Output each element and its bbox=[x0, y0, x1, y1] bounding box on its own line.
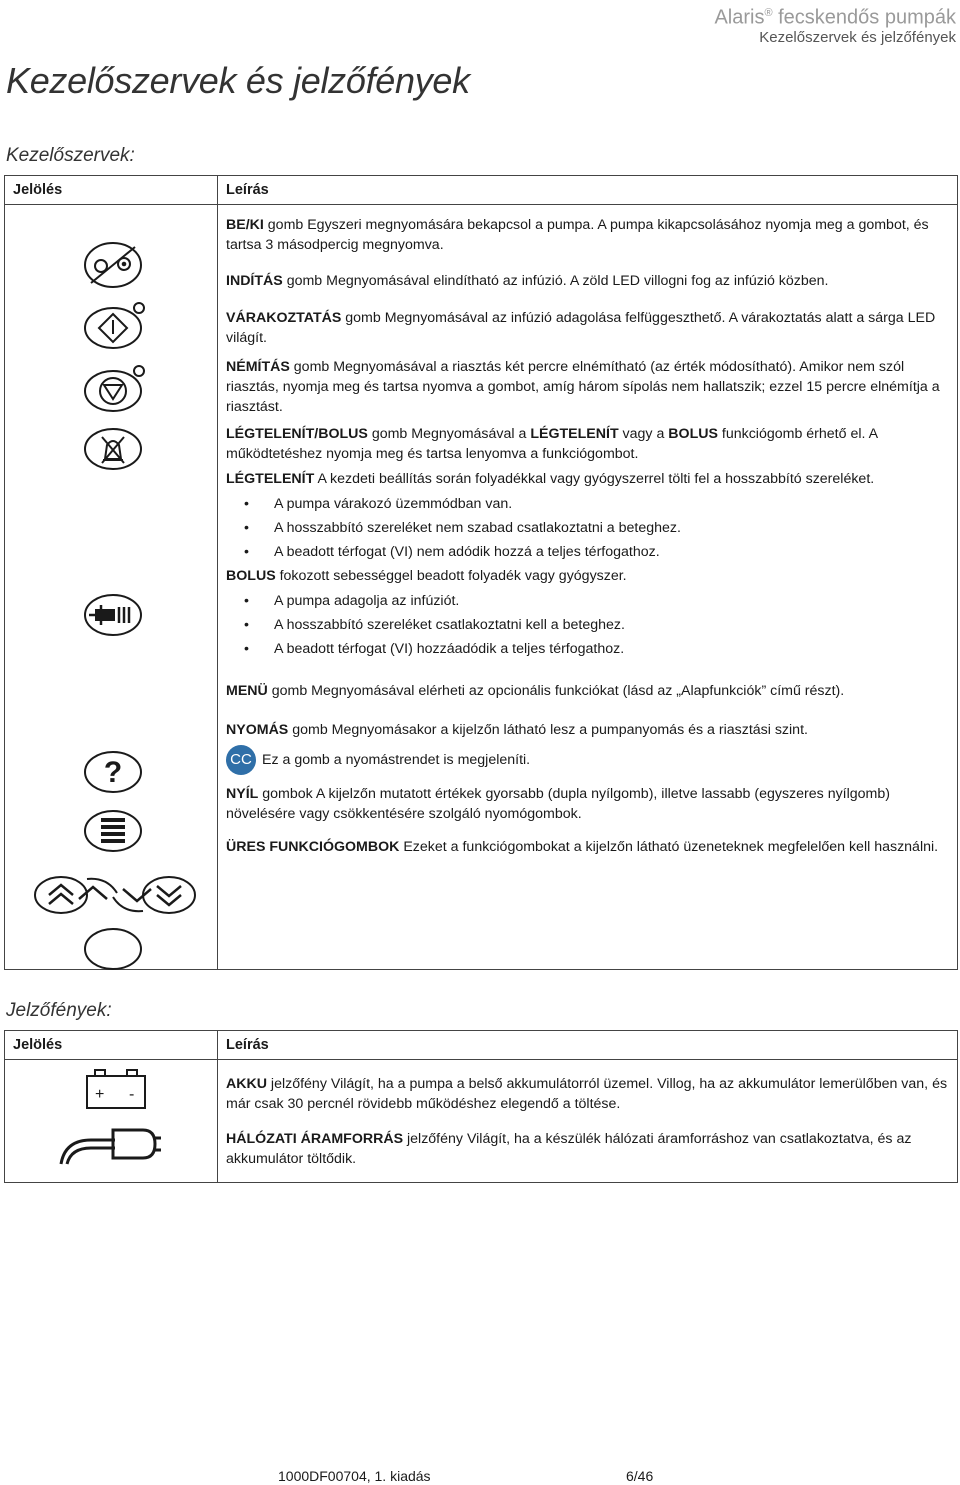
down-arrow-icon bbox=[113, 889, 151, 911]
prime-bullet: • A hosszabbító szereléket nem szabad csatlakoztatni a beteghez. bbox=[226, 518, 949, 538]
indicators-descriptions bbox=[218, 1060, 958, 1183]
battery-icon bbox=[81, 1066, 151, 1112]
prime-desc: LÉGTELENÍT A kezdeti beállítás során folyadékkal vagy gyógyszerrel tölti fel a hosszabbító szereléket. bbox=[226, 471, 875, 487]
battery-desc: AKKU jelzőfény Világít, ha a pumpa a belső akkumulátorról üzemel. Villog, ha az akkumulátor lemerülőben van, és már csak 30 percnél rövidebb működéshez elegendő a töltése. bbox=[226, 1076, 948, 1112]
mute-icon bbox=[83, 425, 143, 473]
primebolus-desc: LÉGTELENÍT/BOLUS gomb Megnyomásával a LÉGTELENÍT vagy a BOLUS funkciógomb érhető el. A működtetéshez nyomja meg és tartsa lenyomva a funkciógombot. bbox=[226, 426, 878, 462]
mains-desc: HÁLÓZATI ÁRAMFORRÁS jelzőfény Világít, ha a készülék hálózati áramforráshoz van csatlakoztatva, és az akkumulátor töltődik. bbox=[226, 1131, 912, 1167]
bolus-bullet: • A pumpa adagolja az infúziót. bbox=[226, 591, 949, 611]
indicators-section-title: Jelzőfények: bbox=[6, 1000, 112, 1021]
power-onoff-icon bbox=[83, 239, 143, 291]
hold-icon bbox=[83, 363, 149, 413]
controls-icon-column bbox=[5, 205, 218, 970]
header-subtitle: Kezelőszervek és jelzőfények bbox=[759, 28, 956, 46]
header-brand: Alaris® fecskendős pumpák bbox=[714, 6, 956, 29]
blank-desc: ÜRES FUNKCIÓGOMBOK Ezeket a funkciógombokat a kijelzőn látható üzeneteknek megfelelően kell használni. bbox=[226, 839, 939, 855]
battery-plus: + bbox=[95, 1086, 105, 1103]
start-icon bbox=[83, 300, 149, 350]
bolus-desc: BOLUS fokozott sebességgel beadott folyadék vagy gyógyszer. bbox=[226, 568, 627, 584]
prime-bullet: • A pumpa várakozó üzemmódban van. bbox=[226, 494, 949, 514]
controls-col-desc: Leírás bbox=[218, 176, 958, 205]
controls-section-title: Kezelőszervek: bbox=[6, 145, 135, 166]
cc-icon: CC bbox=[226, 745, 256, 775]
indicators-icon-column bbox=[5, 1060, 218, 1183]
indicators-col-symbol: Jelölés bbox=[5, 1031, 218, 1060]
blank-softkey-icon bbox=[83, 927, 143, 973]
running-header bbox=[714, 2, 956, 47]
pressure-icon bbox=[83, 807, 143, 855]
pressure-desc: NYOMÁS gomb Megnyomásakor a kijelzőn látható lesz a pumpanyomás és a riasztási szint. bbox=[226, 722, 808, 738]
mute-desc: NÉMÍTÁS gomb Megnyomásával a riasztás két percre elnémítható (az érték módosítható). Amikor nem szól riasztás, nyomja meg és tartsa nyomva a gombot, amíg három sípolás nem hallatszik; ezzel 15 percre elnémítja a riasztást. bbox=[226, 359, 940, 415]
menu-glyph: ? bbox=[103, 756, 123, 789]
footer-page-number: 6/46 bbox=[626, 1468, 654, 1484]
onoff-desc: BE/KI gomb Egyszeri megnyomására bekapcsol a pumpa. A pumpa kikapcsolásához nyomja meg a gombot, és tartsa 3 másodpercig megnyomva. bbox=[226, 217, 929, 253]
indicators-table bbox=[4, 1030, 958, 1183]
mains-plug-icon bbox=[57, 1120, 161, 1170]
menu-icon bbox=[83, 748, 143, 796]
controls-col-symbol: Jelölés bbox=[5, 176, 218, 205]
menu-desc: MENÜ gomb Megnyomásával elérheti az opcionális funkciókat (lásd az „Alapfunkciók” című részt). bbox=[226, 683, 845, 699]
arrow-buttons-icon bbox=[13, 873, 199, 919]
battery-minus: - bbox=[129, 1086, 135, 1103]
controls-table bbox=[4, 175, 958, 970]
pressure-cc-note: CC Ez a gomb a nyomástrendet is megjeleníti. bbox=[226, 745, 949, 775]
footer-doc-number: 1000DF00704, 1. kiadás bbox=[278, 1468, 431, 1484]
arrow-desc: NYÍL gombok A kijelzőn mutatott értékek gyorsabb (dupla nyílgomb), illetve lassabb (egyszeres nyílgomb) növelésére vagy csökkentésére szolgáló nyomógombok. bbox=[226, 786, 890, 822]
bolus-bullet: • A beadott térfogat (VI) hozzáadódik a teljes térfogathoz. bbox=[226, 639, 949, 659]
prime-bullet: • A beadott térfogat (VI) nem adódik hozzá a teljes térfogathoz. bbox=[226, 542, 949, 562]
prime-bolus-icon bbox=[83, 591, 143, 639]
start-desc: INDÍTÁS gomb Megnyomásával elindítható az infúzió. A zöld LED villogni fog az infúzió közben. bbox=[226, 273, 829, 289]
controls-descriptions bbox=[218, 205, 958, 970]
double-down-arrow-icon bbox=[143, 877, 195, 913]
bolus-bullet: • A hosszabbító szereléket csatlakoztatni kell a beteghez. bbox=[226, 615, 949, 635]
double-up-arrow-icon bbox=[35, 877, 87, 913]
indicators-col-desc: Leírás bbox=[218, 1031, 958, 1060]
hold-desc: VÁRAKOZTATÁS gomb Megnyomásával az infúzió adagolása felfüggeszthető. A várakoztatás alatt a sárga LED világít. bbox=[226, 310, 936, 346]
page-title: Kezelőszervek és jelzőfények bbox=[6, 60, 470, 101]
